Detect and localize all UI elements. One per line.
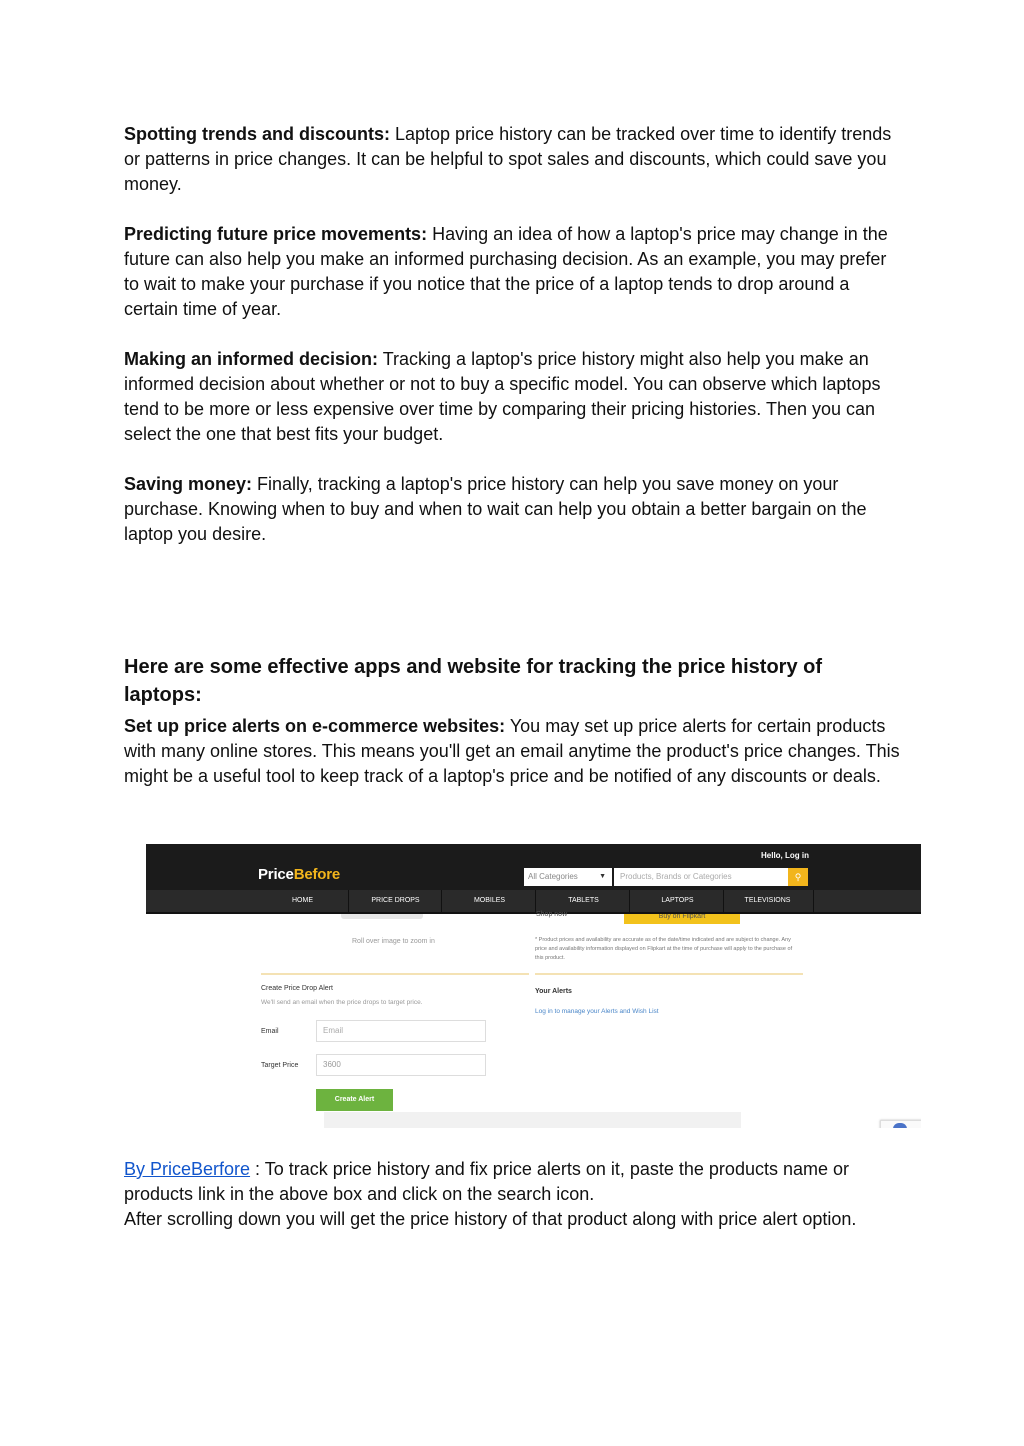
paragraph-lead: Spotting trends and discounts: xyxy=(124,124,390,144)
divider xyxy=(535,973,803,975)
product-panel xyxy=(146,911,921,1128)
nav-price-drops[interactable]: PRICE DROPS xyxy=(350,890,442,912)
paragraph-lead: Set up price alerts on e-commerce websites: xyxy=(124,716,506,736)
paragraph-informed-decision xyxy=(124,347,904,447)
nav-tablets[interactable]: TABLETS xyxy=(538,890,630,912)
paragraph-spotting-trends xyxy=(124,122,904,197)
priceberfore-link[interactable]: By PriceBerfore xyxy=(124,1159,251,1179)
horizontal-scrollbar[interactable] xyxy=(324,1112,741,1128)
site-logo xyxy=(258,866,340,883)
login-greeting[interactable]: Hello, Log in xyxy=(761,851,809,860)
nav-home[interactable]: HOME xyxy=(257,890,349,912)
paragraph-body: Laptop price history can be tracked over time to identify trends or patterns in price changes. It can be helpful to spot sales and discounts, which could save you money. xyxy=(124,124,892,194)
create-alert-button[interactable]: Create Alert xyxy=(316,1089,393,1111)
paragraph-body: You may set up price alerts for certain products with many online stores. This means you'll get an email anytime the product's price changes. This might be a useful tool to keep track of a laptop's price and be notified of any discounts or deals. xyxy=(124,716,900,786)
paragraph-lead: Predicting future price movements: xyxy=(124,224,428,244)
manage-alerts-link[interactable]: Log in to manage your Alerts and Wish List xyxy=(535,1008,659,1015)
paragraph-predicting xyxy=(124,222,904,322)
paragraph-body: Finally, tracking a laptop's price history can help you save money on your purchase. Knowing when to buy and when to wait can help you obtain a better bargain on the laptop you desire. xyxy=(124,474,867,544)
site-nav xyxy=(146,890,921,914)
search-icon[interactable]: ⚲ xyxy=(788,868,808,886)
category-select[interactable] xyxy=(524,868,612,886)
create-alert-title: Create Price Drop Alert xyxy=(261,985,333,992)
section-heading: Here are some effective apps and website for tracking the price history of laptops: xyxy=(124,656,822,706)
your-alerts-title: Your Alerts xyxy=(535,988,572,995)
paragraph-price-alerts xyxy=(124,714,904,789)
target-price-field[interactable]: 3600 xyxy=(316,1054,486,1076)
pricebefore-screenshot xyxy=(146,844,921,1128)
logo-accent: Before xyxy=(293,866,341,883)
search-input[interactable]: Products, Brands or Categories xyxy=(614,868,788,886)
buy-button[interactable]: Buy on Flipkart xyxy=(624,914,740,924)
paragraph-body: : To track price history and fix price alerts on it, paste the products name or products link in the above box and click on the search icon. xyxy=(124,1159,849,1204)
recaptcha-icon xyxy=(893,1123,907,1128)
paragraph-body: Having an idea of how a laptop's price may change in the future can also help you make an informed purchasing decision. As an example, you may prefer to wait to make your purchase if you notice that the price of a laptop tends to drop around a certain time of year. xyxy=(124,224,888,319)
target-price-label: Target Price xyxy=(261,1062,299,1069)
price-disclaimer: * Product prices and availability are accurate as of the date/time indicated and are subject to change. Any price and availability information displayed on Flipkart at the time of purchase will apply to the purchase of this product. xyxy=(535,937,793,961)
paragraph-lead: Saving money: xyxy=(124,474,253,494)
zoom-hint: Roll over image to zoom in xyxy=(352,938,435,945)
recaptcha-badge xyxy=(880,1120,921,1128)
nav-mobiles[interactable]: MOBILES xyxy=(444,890,536,912)
paragraph-lead: Making an informed decision: xyxy=(124,349,379,369)
email-label: Email xyxy=(261,1028,279,1035)
paragraph-priceberfore xyxy=(124,1157,904,1232)
shop-now-label: Shop now xyxy=(536,911,568,918)
paragraph-body: After scrolling down you will get the price history of that product along with price alert option. xyxy=(124,1209,857,1229)
paragraph-saving-money xyxy=(124,472,904,547)
category-select-value: All Categories xyxy=(528,872,578,881)
caret-down-icon: ▼ xyxy=(599,873,606,880)
create-alert-subtitle: We'll send an email when the price drops to target price. xyxy=(261,999,423,1006)
paragraph-body: Tracking a laptop's price history might also help you make an informed decision about whether or not to buy a specific model. You can observe which laptops tend to be more or less expensive over time by comparing their pricing histories. Then you can select the one that best fits your budget. xyxy=(124,349,881,444)
logo-main: Price xyxy=(258,866,294,883)
nav-televisions[interactable]: TELEVISIONS xyxy=(722,890,814,912)
email-field[interactable]: Email xyxy=(316,1020,486,1042)
site-header xyxy=(146,844,921,890)
divider xyxy=(261,973,529,975)
nav-laptops[interactable]: LAPTOPS xyxy=(632,890,724,912)
image-tab xyxy=(341,914,423,919)
